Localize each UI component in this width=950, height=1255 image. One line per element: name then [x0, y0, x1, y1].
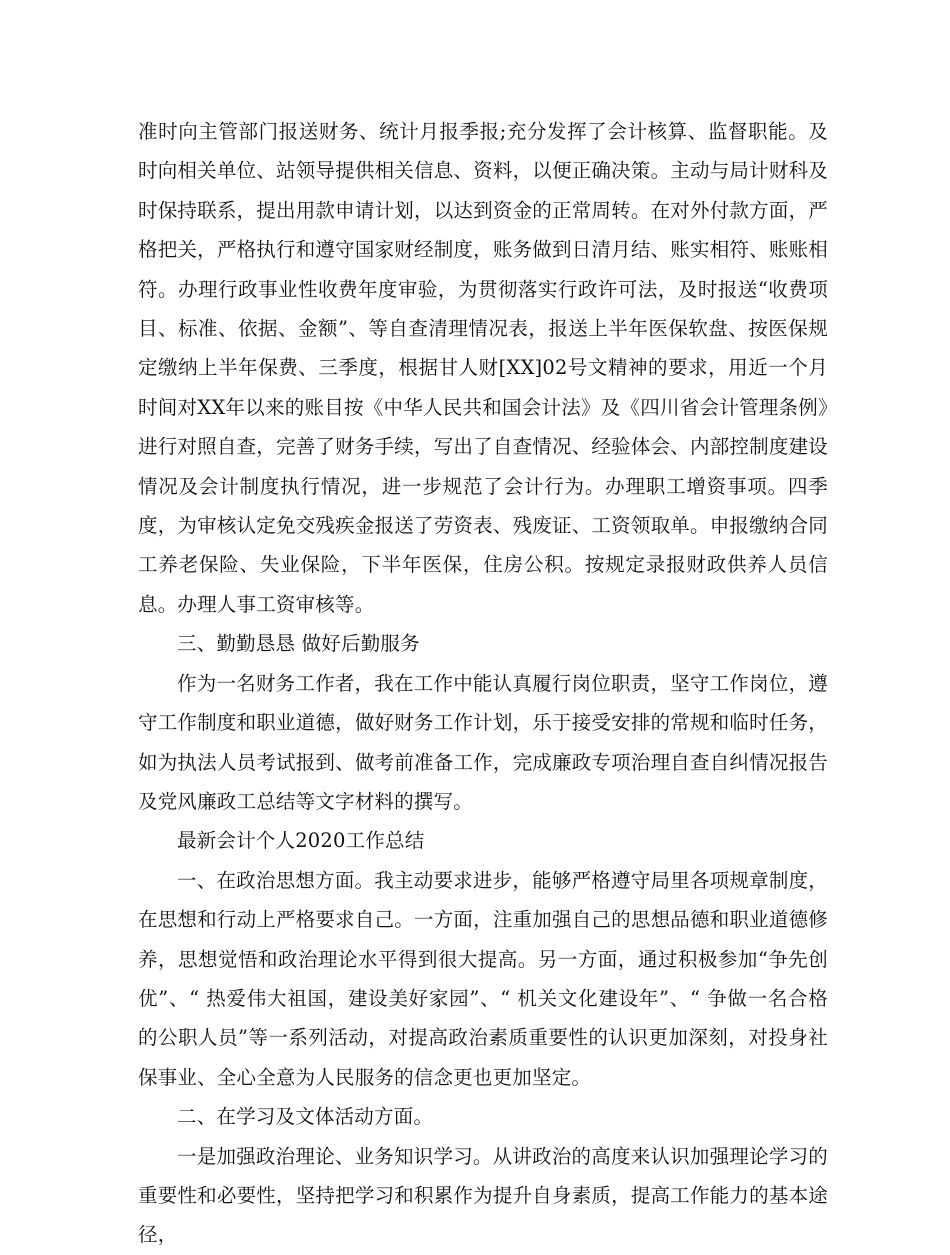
paragraph-political-thought: 一、在政治思想方面。我主动要求进步，能够严格遵守局里各项规章制度，在思想和行动上严格要求自己。一方面，注重加强自己的思想品德和职业道德修养，思想觉悟和政治理论水平得到很大提高。另一方面，通过积极参加“争先创优”、“ 热爱伟大祖国，建设美好家园”、“ 机关文化建设年”、“ 争做一名合格的公职人员”等一系列活动，对提高政治素质重要性的认识更加深刻，对投身社保事业、全心全意为人民服务的信念更也更加坚定。 — [138, 868, 828, 1089]
paragraph-work-attitude: 作为一名财务工作者，我在工作中能认真履行岗位职责，坚守工作岗位，遵守工作制度和职业道德，做好财务工作计划，乐于接受安排的常规和临时任务，如为执法人员考试报到、做考前准备工作，完成廉政专项治理自查自纠情况报告及党风廉政工总结等文字材料的撰写。 — [138, 671, 828, 813]
paragraph-study-theory: 一是加强政治理论、业务知识学习。从讲政治的高度来认识加强理论学习的重要性和必要性，坚持把学习和积累作为提升自身素质，提高工作能力的基本途径， — [138, 1144, 828, 1247]
heading-study-activities: 二、在学习及文体活动方面。 — [177, 1105, 434, 1129]
heading-summary-title: 最新会计个人2020工作总结 — [177, 829, 425, 853]
document-body — [138, 112, 828, 1255]
heading-logistics-service: 三、勤勤恳恳 做好后勤服务 — [177, 632, 420, 656]
paragraph-finance-duties: 准时向主管部门报送财务、统计月报季报;充分发挥了会计核算、监督职能。及时向相关单位、站领导提供相关信息、资料，以便正确决策。主动与局计财科及时保持联系，提出用款申请计划，以达到资金的正常周转。在对外付款方面，严格把关，严格执行和遵守国家财经制度，账务做到日清月结、账实相符、账账相符。办理行政事业性收费年度审验，为贯彻落实行政许可法，及时报送“收费项目、标准、依据、金额”、等自查清理情况表，报送上半年医保软盘、按医保规定缴纳上半年保费、三季度，根据甘人财[XX]02号文精神的要求，用近一个月时间对XX年以来的账目按《中华人民共和国会计法》及《四川省会计管理条例》进行对照自查，完善了财务手续，写出了自查情况、经验体会、内部控制度建设情况及会计制度执行情况，进一步规范了会计行为。办理职工增资事项。四季度，为审核认定免交残疾金报送了劳资表、残废证、工资领取单。申报缴纳合同工养老保险、失业保险，下半年医保，住房公积。按规定录报财政供养人员信息。办理人事工资审核等。 — [138, 120, 828, 616]
